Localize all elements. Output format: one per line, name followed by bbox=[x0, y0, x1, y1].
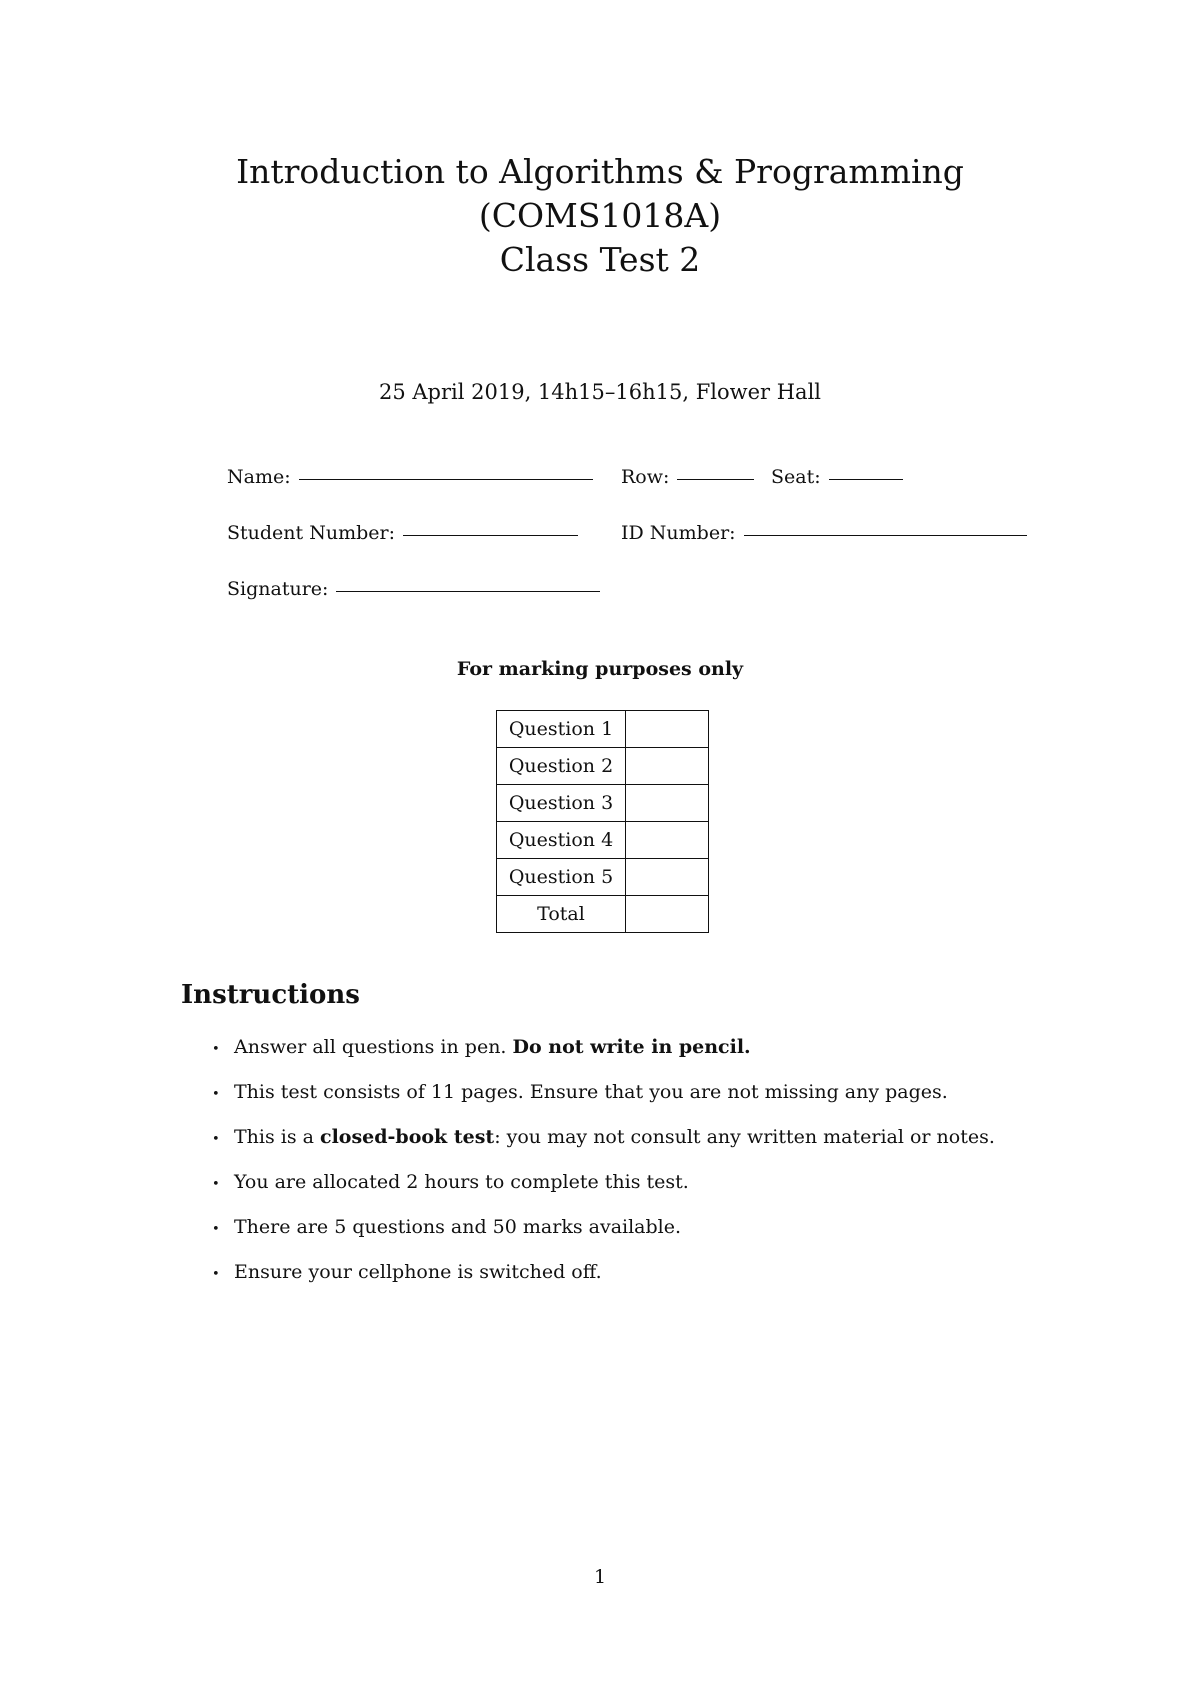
date-time-venue: 25 April 2019, 14h15–16h15, Flower Hall bbox=[378, 380, 822, 404]
instruction-item bbox=[212, 1036, 995, 1081]
signature-blank-line bbox=[336, 590, 600, 592]
name-blank-line bbox=[299, 478, 593, 480]
marks-table-row bbox=[497, 822, 709, 859]
marks-row-label: Question 2 bbox=[497, 748, 626, 785]
instruction-text bbox=[234, 1216, 681, 1238]
instruction-after-text: : you may not consult any written material or notes. bbox=[494, 1126, 995, 1148]
instructions-heading: Instructions bbox=[181, 980, 360, 1010]
row-label: Row: bbox=[621, 466, 670, 488]
student-number-blank-line bbox=[403, 534, 578, 536]
marks-table bbox=[496, 710, 709, 933]
marks-table-row bbox=[497, 859, 709, 896]
instruction-before-text: Answer all questions in pen. bbox=[234, 1036, 513, 1058]
marks-table-row bbox=[497, 711, 709, 748]
instruction-text bbox=[234, 1036, 751, 1058]
name-label: Name: bbox=[227, 466, 291, 488]
bullet-icon: • bbox=[212, 1087, 220, 1102]
id-number-blank-line bbox=[744, 534, 1027, 536]
instruction-bold-text: closed-book test bbox=[320, 1126, 495, 1148]
instruction-text bbox=[234, 1126, 995, 1148]
marks-row-label: Total bbox=[497, 896, 626, 933]
seat-blank-line bbox=[829, 478, 903, 480]
instruction-item bbox=[212, 1171, 995, 1216]
instruction-item bbox=[212, 1216, 995, 1261]
marks-row-label: Question 3 bbox=[497, 785, 626, 822]
bullet-icon: • bbox=[212, 1042, 220, 1057]
marks-entry-cell[interactable] bbox=[626, 822, 709, 859]
name-field[interactable] bbox=[227, 466, 593, 488]
instruction-before-text: This test consists of 11 pages. Ensure that you are not missing any pages. bbox=[234, 1081, 948, 1103]
page-number: 1 bbox=[593, 1566, 607, 1588]
instruction-text bbox=[234, 1081, 948, 1103]
marks-row-label: Question 5 bbox=[497, 859, 626, 896]
instruction-text bbox=[234, 1171, 689, 1193]
id-number-field[interactable] bbox=[621, 522, 1027, 544]
marks-row-label: Question 1 bbox=[497, 711, 626, 748]
instruction-text bbox=[234, 1261, 602, 1283]
marking-title: For marking purposes only bbox=[456, 658, 744, 680]
marks-entry-cell[interactable] bbox=[626, 711, 709, 748]
bullet-icon: • bbox=[212, 1177, 220, 1192]
id-number-label: ID Number: bbox=[621, 522, 736, 544]
instruction-item bbox=[212, 1261, 995, 1306]
title-block bbox=[0, 150, 1200, 282]
bullet-icon: • bbox=[212, 1267, 220, 1282]
row-blank-line bbox=[677, 478, 754, 480]
instruction-before-text: Ensure your cellphone is switched off. bbox=[234, 1261, 602, 1283]
student-number-label: Student Number: bbox=[227, 522, 395, 544]
marks-row-label: Question 4 bbox=[497, 822, 626, 859]
marks-entry-cell[interactable] bbox=[626, 896, 709, 933]
student-number-field[interactable] bbox=[227, 522, 578, 544]
instruction-bold-text: Do not write in pencil. bbox=[512, 1036, 751, 1058]
marks-entry-cell[interactable] bbox=[626, 785, 709, 822]
instruction-before-text: There are 5 questions and 50 marks available. bbox=[234, 1216, 682, 1238]
instructions-list bbox=[212, 1036, 995, 1306]
signature-field[interactable] bbox=[227, 578, 600, 600]
course-code: (COMS1018A) bbox=[478, 196, 722, 235]
test-title: Class Test 2 bbox=[499, 240, 701, 279]
marks-entry-cell[interactable] bbox=[626, 859, 709, 896]
bullet-icon: • bbox=[212, 1132, 220, 1147]
instruction-before-text: This is a bbox=[234, 1126, 321, 1148]
signature-label: Signature: bbox=[227, 578, 329, 600]
row-field[interactable] bbox=[621, 466, 754, 488]
instruction-before-text: You are allocated 2 hours to complete this test. bbox=[234, 1171, 689, 1193]
seat-label: Seat: bbox=[771, 466, 821, 488]
instruction-item bbox=[212, 1081, 995, 1126]
marks-table-row bbox=[497, 896, 709, 933]
bullet-icon: • bbox=[212, 1222, 220, 1237]
marks-table-row bbox=[497, 785, 709, 822]
marks-table-row bbox=[497, 748, 709, 785]
instruction-item bbox=[212, 1126, 995, 1171]
marks-entry-cell[interactable] bbox=[626, 748, 709, 785]
course-title: Introduction to Algorithms & Programming bbox=[236, 152, 964, 191]
seat-field[interactable] bbox=[771, 466, 903, 488]
